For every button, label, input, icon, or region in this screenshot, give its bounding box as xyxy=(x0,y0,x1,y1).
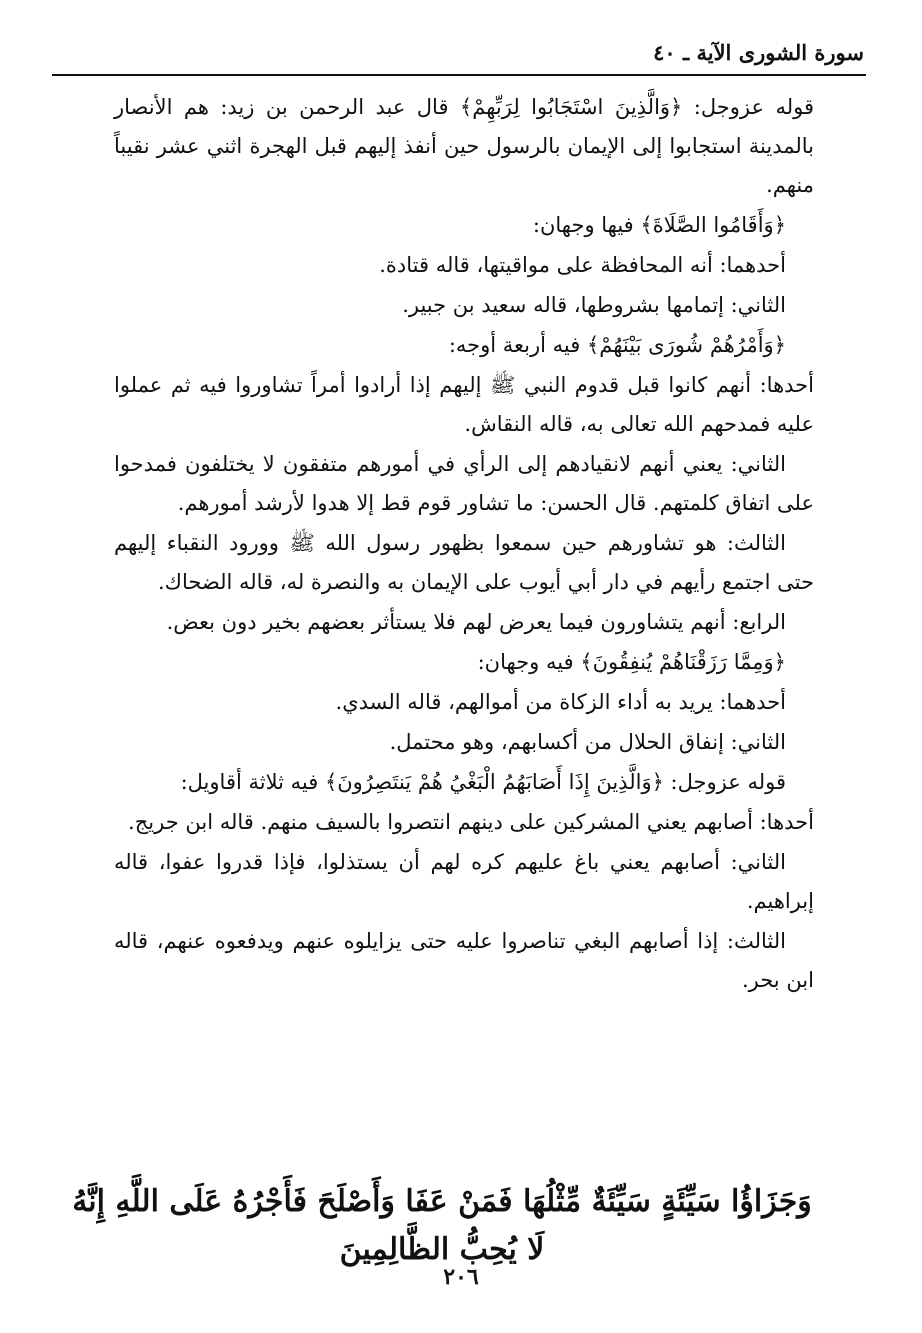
page-number: ٢٠٦ xyxy=(443,1264,479,1290)
commentary-text xyxy=(114,88,814,1001)
paragraph: الثالث: هو تشاورهم حين سمعوا بظهور رسول الله ﷺ وورود النقباء إليهم حتى اجتمع رأيهم في دار أبي أيوب على الإيمان به والنصرة له، قاله الضحاك. xyxy=(114,531,814,594)
paragraph: أحدهما: أنه المحافظة على مواقيتها، قاله قتادة. xyxy=(379,253,786,277)
paragraph: الثاني: إتمامها بشروطها، قاله سعيد بن جبير. xyxy=(402,293,786,317)
paragraph: ﴿وَأَمْرُهُمْ شُورَى بَيْنَهُمْ﴾ فيه أربعة أوجه: xyxy=(448,333,786,357)
paragraph: قوله عزوجل: ﴿وَالَّذِينَ إِذَا أَصَابَهُمُ الْبَغْيُ هُمْ يَنتَصِرُونَ﴾ فيه ثلاثة أقاويل: xyxy=(180,770,786,794)
paragraph: قوله عزوجل: ﴿وَالَّذِينَ اسْتَجَابُوا لِرَبِّهِمْ﴾ قال عبد الرحمن بن زيد: هم الأنصار بالمدينة استجابوا إلى الإيمان بالرسول حين أنفذ إليهم قبل الهجرة اثني عشر نقيباً منهم. xyxy=(114,95,814,197)
quran-verse: وَجَزَاؤُا سَيِّئَةٍ سَيِّئَةٌ مِّثْلُهَا فَمَنْ عَفَا وَأَصْلَحَ فَأَجْرُهُ عَلَى اللَّهِ إِنَّهُ لَا يُحِبُّ الظَّالِمِينَ xyxy=(72,1184,812,1267)
paragraph: الثاني: يعني أنهم لانقيادهم إلى الرأي في أمورهم متفقون لا يختلفون فمدحوا على اتفاق كلمتهم. قال الحسن: ما تشاور قوم قط إلا هدوا لأرشد أمورهم. xyxy=(114,452,814,515)
paragraph: الثالث: إذا أصابهم البغي تناصروا عليه حتى يزايلوه عنهم ويدفعوه عنهم، قاله ابن بحر. xyxy=(114,929,814,992)
paragraph: ﴿وَمِمَّا رَزَقْنَاهُمْ يُنفِقُونَ﴾ فيه وجهان: xyxy=(477,650,786,674)
paragraph: الثاني: أصابهم يعني باغ عليهم كره لهم أن يستذلوا، فإذا قدروا عفوا، قاله إبراهيم. xyxy=(114,850,814,913)
paragraph: أحدها: أصابهم يعني المشركين على دينهم انتصروا بالسيف منهم. قاله ابن جريج. xyxy=(128,810,814,834)
header-rule xyxy=(52,74,866,76)
paragraph: الثاني: إنفاق الحلال من أكسابهم، وهو محتمل. xyxy=(389,730,786,754)
paragraph: الرابع: أنهم يتشاورون فيما يعرض لهم فلا يستأثر بعضهم بخير دون بعض. xyxy=(166,610,786,634)
running-header: سورة الشورى الآية ـ ٤٠ xyxy=(653,40,864,65)
paragraph: أحدها: أنهم كانوا قبل قدوم النبي ﷺ إليهم إذا أرادوا أمراً تشاوروا فيه ثم عملوا عليه فمدحهم الله تعالى به، قاله النقاش. xyxy=(114,373,814,436)
paragraph: ﴿وَأَقَامُوا الصَّلَاةَ﴾ فيها وجهان: xyxy=(532,213,786,237)
paragraph: أحدهما: يريد به أداء الزكاة من أموالهم، قاله السدي. xyxy=(335,690,786,714)
